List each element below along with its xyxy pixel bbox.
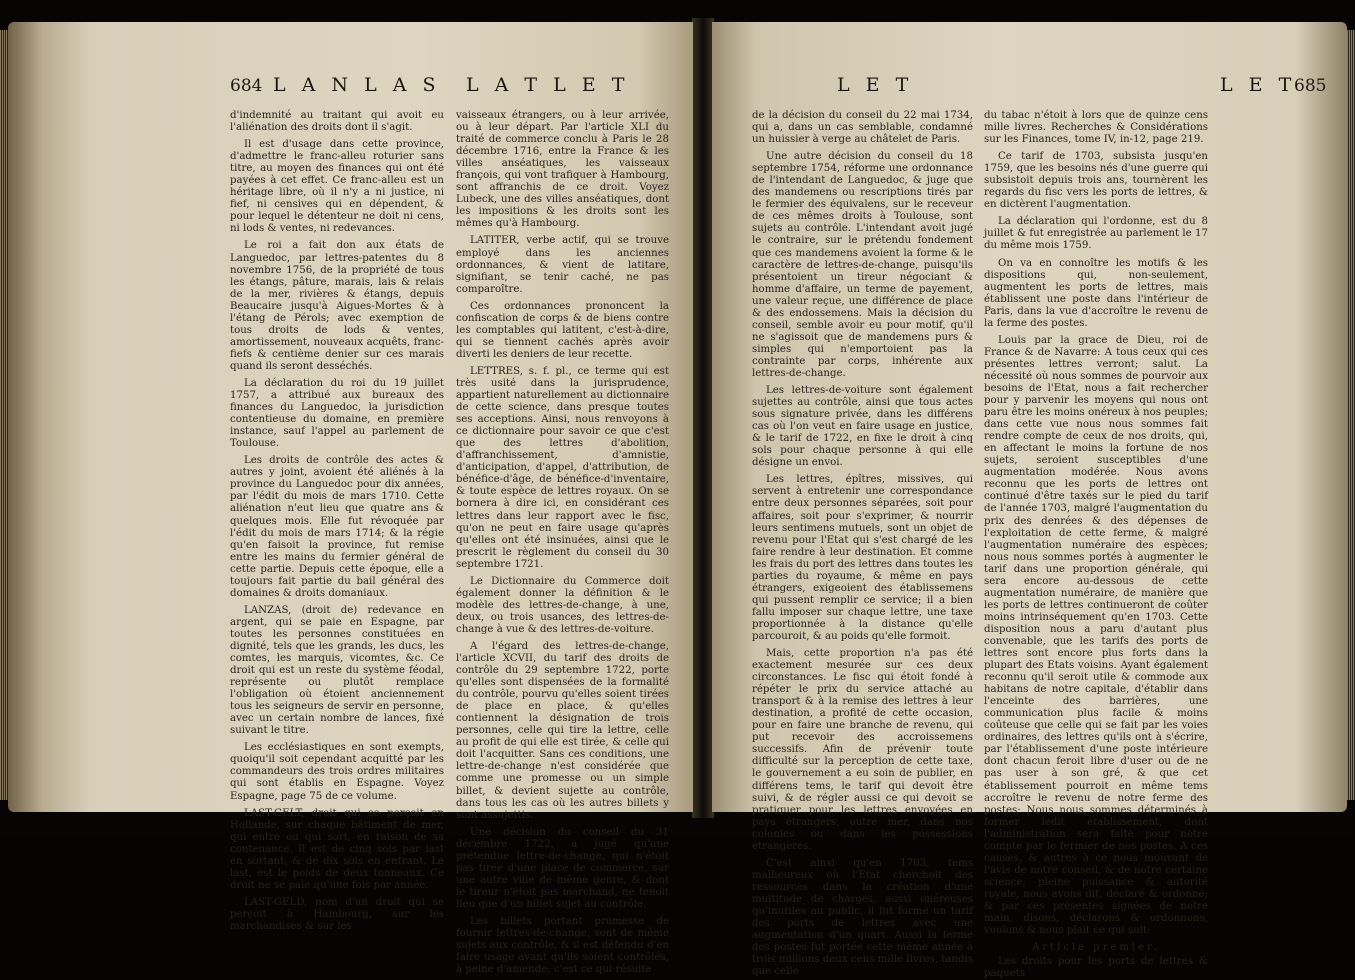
paragraph: A l'égard des lettres-de-change, l'article XCVII, du tarif des droits de contrôle du 29 septembre 1722, porte qu'elles sont dispensées de la formalité du contrôle, pourvu qu'elles soient tirées de place en place, & qu'elles contiennent la désignation de trois personnes, celle qui tire la lettre, celle au profit de qui elle est tirée, & celle qui doit l'acquitter. Sans ces conditions, une lettre-de-change n'est considérée que comme une promesse ou un simple billet, & devient sujette au contrôle, dans tous les cas où les autres billets y sont assujettis. <box>456 640 669 821</box>
paragraph: Le Dictionnaire du Commerce doit également donner la définition & le modèle des lettres-de-change, à une, deux, ou trois usances, des lettres-de-change à vue & des lettres-de-voiture. <box>456 575 669 635</box>
entry-last-geld: LAST-GELD, nom d'un droit qui se perçoit à Hambourg, sur les marchandises & sur les <box>230 896 444 932</box>
royal-declaration: Louis par la grace de Dieu, roi de France & de Navarre: A tous ceux qui ces présentes lettres verront; salut. La nécessité où nous sommes de pourvoir aux besoins de l'Etat, nous a fait rechercher pour y parvenir les moyens qui nous ont paru être les moins onéreux à nos peuples; dans cette vue nous nous sommes fait rendre compte de ceux de nos droits, qui, en affectant le moins la fortune de nos sujets, seroient susceptibles d'une augmentation modérée. Nous avons reconnu que les ports de lettres ont continué d'être taxés sur le pied du tarif de l'année 1703, malgré l'augmentation du prix des denrées & des dépenses de l'exploitation de cette ferme, & malgré l'augmentation numéraire des espèces; nous nous sommes portés à augmenter le tarif dans une proportion générale, qui sera encore au-dessous de cette augmentation numéraire, de manière que les ports de lettres continueront de coûter moins intrinséquement qu'en 1703. Cette disposition nous a paru d'autant plus convenable, que les tarifs des ports de lettres sont encore plus forts dans la plupart des Etats voisins. Ayant également reconnu qu'il seroit utile & commode aux habitans de notre capitale, d'établir dans l'enceinte des barrières, une communication plus facile & moins coûteuse que celle qui se fait par les voies ordinaires, des lettres qu'ils ont à s'écrire, par l'établissement d'une poste intérieure dont chacun feroit libre d'user ou de ne pas user à son gré, & que cet établissement pourroit en même tems accroître le revenu de notre ferme des postes; Nous nous sommes déterminés à former ledit établissement, dont l'administration sera faite pour notre compte par le fermier de nos postes. A ces causes, & autres à ce nous mouvant de l'avis de notre conseil, & de notre certaine science, pleine puissance & autorité royale, nous avons dit, déclaré & ordonné; & par ces présentes signées de notre main, disons, déclarons & ordonnons, voulons & nous plait ce qui suit: <box>984 334 1208 937</box>
left-running-head-1: L A N L A S <box>273 74 441 96</box>
right-page-column-1 <box>752 110 973 978</box>
paragraph: La déclaration qui l'ordonne, est du 8 juillet & fut enregistrée au parlement le 17 du même mois 1759. <box>984 216 1208 252</box>
entry-last-gelt: LAST-GELT, droit qui se perçoit en Hollande, sur chaque bâtiment de mer, qui entre ou qui sort, en raison de sa contenance. Il est de cinq sols par last en sortant, & de dix sols en entrant. Le last, est le poids de deux tonneaux. Ce droit ne se paie qu'une fois par année. <box>230 807 444 891</box>
paragraph: On va en connoître les motifs & les dispositions qui, non-seulement, augmentent les ports de lettres, mais établissent une poste dans l'intérieur de Paris, dans la vue d'accroître le revenu de la ferme des postes. <box>984 257 1208 329</box>
paragraph: Les ecclésiastiques en sont exempts, quoiqu'il soit cependant acquitté par les commandeurs des trois ordres militaires qui sont établis en Espagne. Voyez Espagne, page 75 de ce volume. <box>230 742 444 802</box>
book-gutter <box>692 18 714 818</box>
paragraph: Mais, cette proportion n'a pas été exactement mesurée sur ces deux circonstances. Le fisc qui étoit fondé à répéter le prix du service attaché au transport & à la remise des lettres à leur destination, a profité de cette occasion, pour en faire une branche de revenu, qui put recevoir des accroissemens successifs. Afin de prévenir toute difficulté sur la perception de cette taxe, le gouvernement a eu soin de publier, en différens tems, le tarif qui devoit être suivi, & de régler aussi ce qui devoit se pratiquer pour les lettres envoyées en pays étrangers, outre mer, dans nos colonies ou dans les possessions étrangères. <box>752 648 973 852</box>
paragraph: La déclaration du roi du 19 juillet 1757, a attribué aux bureaux des finances du Languedoc, la jurisdiction contentieuse du domaine, en première instance, sauf l'appel au parlement de Toulouse. <box>230 377 444 450</box>
paragraph: Le roi a fait don aux états de Languedoc, par lettres-patentes du 8 novembre 1756, de la propriété de tous les étangs, pâture, marais, lais & relais de la mer, rivières & étangs, depuis Beaucaire jusqu'à Aigues-Mortes & à l'étang de Pérols; avec exemption de tous droits de lods & ventes, amortissement, nouveaux acquêts, franc-fiefs & centième denier sur ces marais quand ils seront desséchés. <box>230 240 444 372</box>
paragraph: Les droits pour les ports de lettres & paquets <box>984 956 1208 980</box>
paragraph: vaisseaux étrangers, ou à leur arrivée, ou à leur départ. Par l'article XLI du traité de commerce conclu à Paris le 28 décembre 1716, entre la France & les villes anséatiques, les vaisseaux françois, qui vont trafiquer à Hambourg, sont affranchis de ce droit. Voyez Lubeck, une des villes anséatiques, dont les impositions & les droits sont les mêmes qu'à Hambourg. <box>456 110 669 230</box>
paragraph: Ce tarif de 1703, subsista jusqu'en 1759, que les besoins nés d'une guerre qui subsistoit depuis trois ans, tournèrent les regards du fisc vers les ports de lettres, & en dictèrent l'augmentation. <box>984 151 1208 211</box>
paragraph: Il est d'usage dans cette province, d'admettre le franc-alleu roturier sans titre, au moyen des finances qui ont été payées à cet effet. Ce franc-alleu est un héritage libre, où il n'y a ni justice, ni fief, ni censives qui en dépendent, & pour lequel le détenteur ne doit ni cens, ni lods & ventes, ni redevances. <box>230 139 444 235</box>
left-page-column-1 <box>230 110 444 932</box>
paragraph: Ces ordonnances prononcent la confiscation de corps & de biens contre les comptables qui latitent, c'est-à-dire, qui se tiennent cachés après avoir diverti les deniers de leur recette. <box>456 300 669 360</box>
right-page-number: 685 <box>1294 76 1327 96</box>
paragraph: Une autre décision du conseil du 18 septembre 1754, réforme une ordonnance de l'intendant de Languedoc, & juge que des mandemens ou rescriptions tirés par le fermier des équivalens, sur le receveur de ces mêmes droits à Toulouse, sont sujets au contrôle. L'intendant avoit jugé le contraire, sur le prétendu fondement que ces mandemens avoient la forme & le caractère de lettres-de-change, puisqu'ils présentoient un tireur négociant & homme d'affaire, un terme de payement, une valeur reçue, une différence de place & des endossemens. Mais la décision du conseil, semble avoir eu pour motif, qu'il ne s'agissoit que de mandemens purs & simples qui n'emportoient pas la contrainte par corps, inhérente aux lettres-de-change. <box>752 151 973 379</box>
left-page <box>8 22 693 976</box>
paragraph: d'indemnité au traitant qui avoit eu l'aliénation des droits dont il s'agit. <box>230 110 444 134</box>
paragraph: du tabac n'étoit à lors que de quinze cens mille livres. Recherches & Considérations sur les Finances, tome IV, in-12, page 219. <box>984 110 1208 146</box>
paragraph: Les droits de contrôle des actes & autres y joint, avoient été aliénés à la province du Languedoc pour dix années, par l'édit du mois de mars 1710. Cette aliénation n'eut lieu que quatre ans & quelques mois. Elle fut révoquée par l'édit du mois de mars 1714; & la régie qu'en faisoit la province, fut remise entre les mains du fermier général de cette partie. Depuis cette époque, elle a toujours fait partie du bail général des domaines & droits domaniaux. <box>230 455 444 599</box>
paragraph: de la décision du conseil du 22 mai 1734, qui a, dans un cas semblable, condamné un huissier à verge au châtelet de Paris. <box>752 110 973 146</box>
entry-lettres: LETTRES, s. f. pl., ce terme qui est très usité dans la jurisprudence, appartient naturellement au dictionnaire de cette science, dans presque toutes ses acceptions. Ainsi, nous renvoyons à ce dictionnaire pour savoir ce que c'est que des lettres d'abolition, d'affranchissement, d'amnistie, d'anticipation, d'appel, d'attribution, de bénéfice-d'âge, de bénéfice-d'inventaire, & toute espèce de lettres royaux. On se bornera à dire ici, en considérant ces lettres dans leur rapport avec le fisc, qu'on ne peut en faire usage qu'après qu'elles ont été insinuées, ainsi que le prescrit le règlement du conseil du 30 septembre 1721. <box>456 365 669 570</box>
entry-lanzas: LANZAS, (droit de) redevance en argent, qui se paie en Espagne, par toutes les personnes constituées en dignité, tels que les grands, les ducs, les comtes, les marquis, vicomtes, &c. Ce droit qui est un reste du système féodal, représente ou plutôt remplace l'obligation où étoient anciennement tous les seigneurs de servir en personne, avec un certain nombre de lances, fixé suivant le titre. <box>230 604 444 737</box>
entry-latiter: LATITER, verbe actif, qui se trouve employé dans les anciennes ordonnances, & vient de latitare, signifiant, se tenir caché, ne pas comparoître. <box>456 235 669 295</box>
left-running-head-2: L A T L E T <box>466 74 630 96</box>
right-running-head-1: L E T <box>837 74 914 96</box>
paragraph: C'est ainsi qu'en 1703, tems malheureux où l'Etat cherchoit des ressources dans la création d'une multitude de charges, aussi onéreuses qu'inutiles au public, il fut formé un tarif des ports de lettres avec une augmentation d'un quart. Aussi la ferme des postes fut portée cette même année à trois millions deux cens mille livres, tandis que celle <box>752 857 973 978</box>
right-running-head-2: L E T <box>1220 74 1297 96</box>
paragraph: Les lettres, épîtres, missives, qui servent à entretenir une correspondance entre deux personnes séparées, soit pour affaires, soit pour s'exprimer, & nourrir leurs sentimens mutuels, sont un objet de revenu pour l'Etat qui s'est chargé de les faire rendre à leur destination. Et comme les frais du port des lettres dans toutes les parties du royaume, & même en pays étrangers, exigeoient des établissemens qui pussent remplir ce service; il a bien fallu imposer sur chaque lettre, une taxe proportionnée à la distance qu'elle parcouroit, & au poids qu'elle formoit. <box>752 474 973 642</box>
right-page-header <box>712 70 1347 100</box>
paragraph: Une décision du conseil du 31 décembre 1722, a jugé qu'une prétendue lettre-de-change, qui n'étoit pas tirée d'une place de commerce, sur une autre ville de même genre, & dont le tireur n'étoit pas marchand, ne tenoit lieu que d'un billet sujet au contrôle. <box>456 826 669 910</box>
paragraph: Les billets portant promesse de fournir lettres-de-change, sont de même sujets aux contrôle, & il est défendu d'en faire usage avant qu'ils soient contrôlés, à peine d'amende; c'est ce qui résulte <box>456 916 669 976</box>
right-page <box>712 22 1347 980</box>
right-page-column-2 <box>984 110 1208 980</box>
left-page-column-2 <box>456 110 669 976</box>
left-page-number: 684 <box>230 76 263 96</box>
article-heading: Article premier. <box>1032 942 1160 954</box>
paragraph: Les lettres-de-voiture sont également sujettes au contrôle, ainsi que tous actes sous signature privée, dans les différens cas où l'on veut en faire usage en justice, & le tarif de 1722, en fixe le droit à cinq sols pour chaque personne à qui elle désigne un envoi. <box>752 385 973 469</box>
left-page-header <box>8 70 693 100</box>
